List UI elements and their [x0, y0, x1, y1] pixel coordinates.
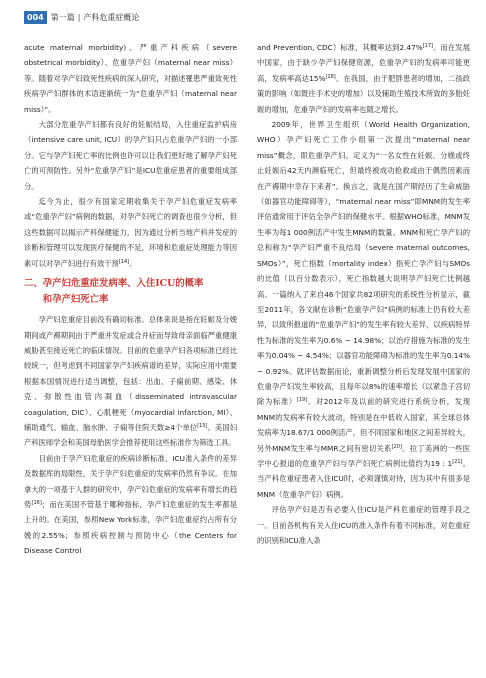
- citation: [14]: [118, 258, 130, 265]
- citation: [18]: [325, 73, 336, 80]
- citation: [17]: [422, 43, 433, 49]
- citation: [20]: [391, 443, 402, 450]
- citation: [16]: [31, 499, 42, 506]
- page-number: 004: [24, 11, 47, 24]
- chapter-title: 产科危重症概论: [83, 12, 140, 22]
- paragraph: 迄今为止，很少有国家定期收集关于孕产妇危重症发病率或“危重孕产妇”病例的数据，对孕产妇死亡的调查也很少分析，但这些数据可以揭示产科保健能力，因为通过分析当地产科并发症的诊断和管理可以发现医疗保健的不足，环境和危重症处理能力等因素可以对孕产妇进行有效干预[14]。: [24, 197, 237, 268]
- citation: [21]: [452, 458, 463, 465]
- running-header: [24, 10, 139, 24]
- paragraph: 评估孕产妇是否有必要入住ICU是产科危重症的管理手段之一。目前各机构有关入住ICU的准入条件有着不同标准，对危重症的识别和ICU准入条: [257, 505, 470, 545]
- paragraph: 孕产妇危重症目前没有确切标准。总体来说是指在妊娠及分娩期间或产褥期间由于严重并发症或合并症而导致母亲面临严重健康威胁甚至接近死亡的临床情况。目前的危重孕产妇各项标准已经比较统一，但考虑到不同国家孕产妇疾病谱的差异，实际应用中需要根据本国情况进行适当调整，包括：出血、子痫前期、感染、休克、弥散性血管内凝血（disseminated intravascular coagulation, DIC）、心肌梗死（myocardial infarction, MI）、辅助通气、输血、脑水肿、子痫等住院天数≥4个单位[15]。美国妇产科医师学会和美国母胎医学会推荐使用这些标准作为筛选工具。: [24, 315, 237, 448]
- chapter-label: 第一篇: [50, 12, 75, 22]
- paragraph: acute maternal morbidity)、严重产科疾病（severe obstetrical morbidity）、危重孕产妇（maternal near miss）等。随着对孕产妇致死性疾病的深入研究，对描述罹患严重致死性疾病孕产妇群体的术语逐渐统一为“危重孕产妇（maternal near miss）”。: [24, 43, 237, 114]
- paragraph: 2009年，世界卫生组织（World Health Organization, WHO）孕产妇死亡工作小组第一次提出“maternal near miss”概念，即危重孕产妇。定义为“一名女性在妊娠、分娩或终止妊娠后42天内濒临死亡，但最终被成功抢救或由于偶然因素而在产褥期中幸存下来者”。换言之，就是在国产期经历了生命威胁（如器官功能障碍等），“maternal near miss”即MNM的发生率评估通常用于评估全孕产妇的保健水平。根据WHO标准，MNM发生率为每1 000例活产中发生MNM的数量。MNM和死亡孕产妇的总和称为“孕产妇严重不良结局（severe maternal outcomes, SMOs）”，死亡指数（mortality index）指死亡孕产妇与SMOs的比值（以百分数表示），死亡指数越大说明孕产妇死亡比例越高。一篇纳入了来自46个国家共82项研究的系统性分析显示，截至2011年，各文献在诊断“危重孕产妇”病例的标准上仍有较大差异，以致所报道的“危重孕产妇”的发生率有较大差异，以疾病特异性为标准的发生率为0.6% ~ 14.98%；以治疗措施为标准的发生率为0.04% ~ 4.54%；以器官功能障碍为标准的发生率为0.14% ~ 0.92%。就评估数据而论，重新调整分析后发现发展中国家的危重孕产妇发生率较高，且每年以8%的速率增长（以紧急子宫切除为标准）[19]。对2012年及以前的研究进行系统分析，发现MNM的发病率有较大波动，特别是在中低收入国家，其全球总体发病率为18.67/1 000例活产，但不同国家和地区之间差异较大，另外MNM发生率与MMR之间有密切关系[20]。拉丁美洲的一些医学中心报道的危重孕产妇与孕产妇死亡病例比值约为19 : 1[21]。当产科危重症患者入住ICU时，必须谨慎对待，因为其中有很多是MNM（危重孕产妇）病例。: [257, 120, 471, 499]
- left-column: [24, 40, 237, 559]
- paragraph: 大部分危重孕产妇都有良好的妊娠结局，入住重症监护病房（intensive care unit, ICU）的孕产妇只占危重孕产妇的一小部分。它与孕产妇死亡率的比例也许可以让我们更好地了解孕产妇死亡的可预防性。另外“危重孕产妇”是ICU危重症患者的重要组成部分。: [24, 120, 237, 191]
- header-separator: |: [77, 12, 81, 22]
- paragraph: 目前由于孕产妇危重症的疾病诊断标准、ICU准入条件的差异及数据库的局限性，关于孕产妇危重症的发病率仍然有争议。在加拿大的一项基于人群的研究中，孕产妇危重症的发病率有增长的趋势[16]；而在美国不管基于哪种指标，孕产妇危重症的发生率都是上升的。在美国，参照New York标准，孕产妇危重症约占所有分娩的2.55%；参照疾病控制与预防中心（the Centers for Disease Control: [24, 453, 238, 556]
- paragraph: and Prevention, CDC）标准，其概率达到2.47%[17]。而在发展中国家，由于缺少孕产妇保健资源，危重孕产妇的发病率可能更高，发病率高达15%[18]。在我国，由于肥胖患者的增加，二孩政策的影响（如既往手术史的增加）以及辅助生殖技术所致的多胎妊娠的增加，危重孕产妇的发病率也随之增长。: [257, 43, 471, 114]
- citation: [19]: [296, 397, 308, 404]
- right-column: [257, 40, 470, 548]
- citation: [15]: [197, 422, 208, 429]
- section-heading: 二、孕产妇危重症发病率、入住ICU的概率 和孕产妇死亡率: [24, 278, 204, 306]
